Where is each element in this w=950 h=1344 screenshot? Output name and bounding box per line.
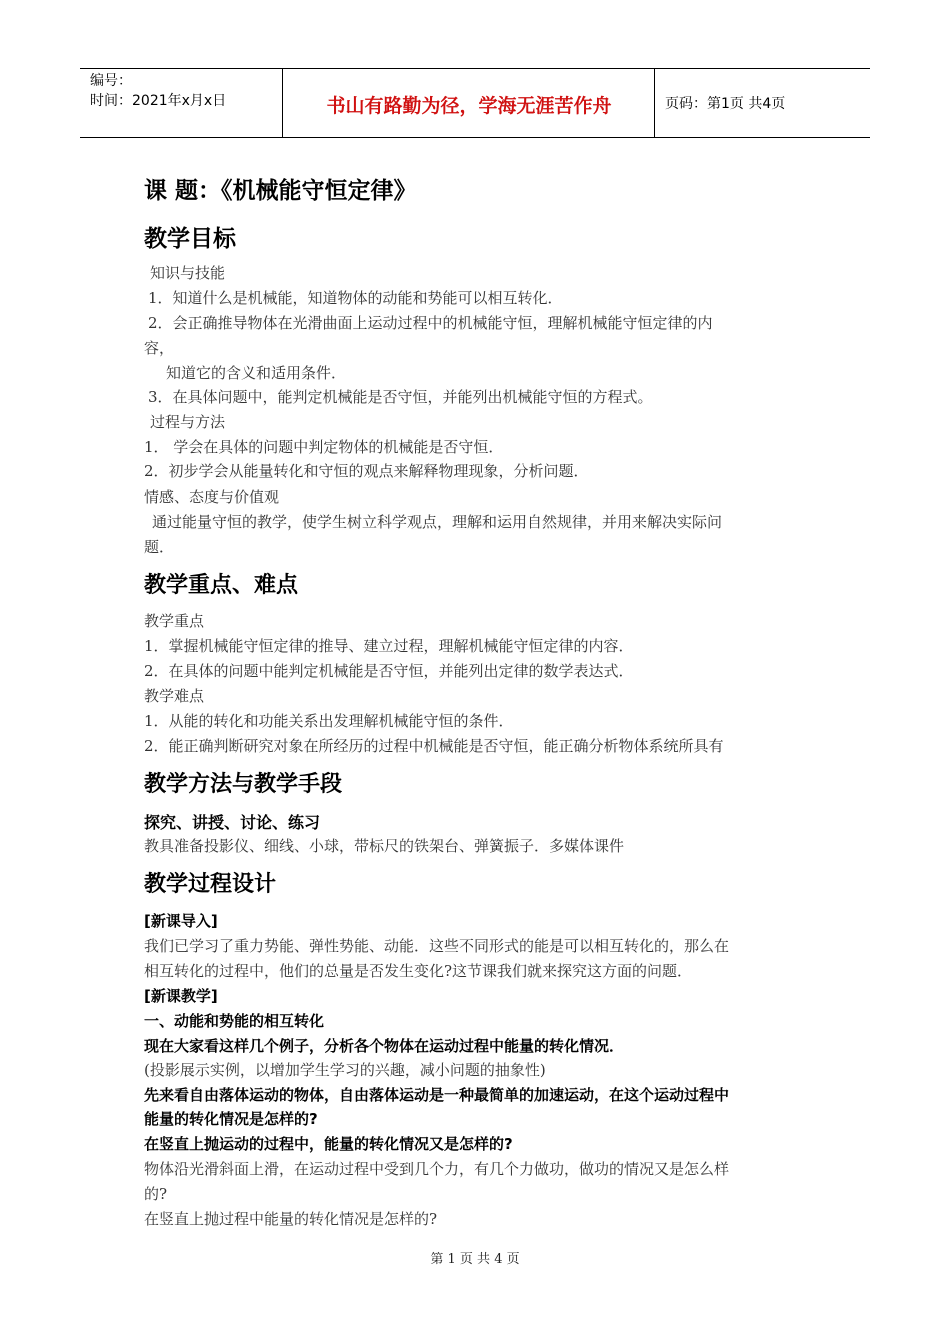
difficulty-item: 1．从能的转化和功能关系出发理解机械能守恒的条件． [144,712,514,730]
time-label: 时间：2021年x月x日 [90,93,227,109]
question-plain: 物体沿光滑斜面上滑，在运动过程中受到几个力，有几个力做功，做功的情况又是怎么样 [144,1160,730,1178]
intro-label: [新课导入] [144,912,218,930]
knowledge-item: 1．知道什么是机械能，知道物体的动能和势能可以相互转化． [148,289,563,307]
knowledge-item-cont: 容， [144,339,175,357]
key-item: 2．在具体的问题中能判定机械能是否守恒，并能列出定律的数学表达式． [144,662,634,680]
methods-list: 探究、讲授、讨论、练习 [144,813,321,832]
key-label: 教学重点 [144,612,205,630]
page-footer: 第 1 页 共 4 页 [430,1252,520,1267]
question: 先来看自由落体运动的物体，自由落体运动是一种最简单的加速运动，在这个运动过程中 [144,1086,730,1104]
heading-methods: 教学方法与教学手段 [144,772,343,797]
heading-process: 教学过程设计 [144,872,277,897]
process-label: 过程与方法 [150,413,226,431]
knowledge-item: 2．会正确推导物体在光滑曲面上运动过程中的机械能守恒，理解机械能守恒定律的内 [148,314,713,332]
difficulty-item: 2．能正确判断研究对象在所经历的过程中机械能是否守恒，能正确分析物体系统所具有 [144,737,724,755]
teaching-tools: 教具准备投影仪、细线、小球，带标尺的铁架台、弹簧振子．多媒体课件 [144,837,625,855]
question-plain: 在竖直上抛过程中能量的转化情况是怎样的? [144,1210,438,1228]
heading-objectives: 教学目标 [144,226,236,252]
emotion-item: 通过能量守恒的教学，使学生树立科学观点，理解和运用自然规律，并用来解决实际问 [152,513,723,531]
difficulty-label: 教学难点 [144,687,205,705]
header-meta [90,71,226,111]
question-plain-cont: 的? [144,1185,168,1203]
knowledge-label: 知识与技能 [150,264,226,282]
header-page-info: 页码：第1页 共4页 [665,96,786,112]
lesson-title: 课 题：《机械能守恒定律》 [144,178,417,204]
process-item: 1． 学会在具体的问题中判定物体的机械能是否守恒． [144,438,504,456]
knowledge-item-cont: 知道它的含义和适用条件． [166,364,347,382]
intro-text: 我们已学习了重力势能、弹性势能、动能．这些不同形式的能是可以相互转化的，那么在 [144,937,730,955]
knowledge-item: 3．在具体问题中，能判定机械能是否守恒，并能列出机械能守恒的方程式。 [148,388,653,406]
header-table [80,68,870,138]
key-item: 1．掌握机械能守恒定律的推导、建立过程，理解机械能守恒定律的内容． [144,637,634,655]
emotion-label: 情感、态度与价值观 [144,488,280,506]
emotion-item-cont: 题． [144,538,175,556]
teach-label: [新课教学] [144,987,218,1005]
note: (投影展示实例，以增加学生学习的兴趣，减小问题的抽象性) [144,1061,546,1079]
question: 在竖直上抛运动的过程中，能量的转化情况又是怎样的? [144,1135,513,1153]
heading-key-points: 教学重点、难点 [144,573,299,598]
number-label: 编号： [90,73,132,89]
question: 现在大家看这样几个例子，分析各个物体在运动过程中能量的转化情况． [144,1037,625,1055]
intro-text: 相互转化的过程中，他们的总量是否发生变化?这节课我们就来探究这方面的问题． [144,962,693,980]
question-cont: 能量的转化情况是怎样的? [144,1110,318,1128]
header-motto: 书山有路勤为径，学海无涯苦作舟 [326,95,612,117]
part-heading: 一、动能和势能的相互转化 [144,1012,325,1030]
process-item: 2．初步学会从能量转化和守恒的观点来解释物理现象，分析问题． [144,462,589,480]
